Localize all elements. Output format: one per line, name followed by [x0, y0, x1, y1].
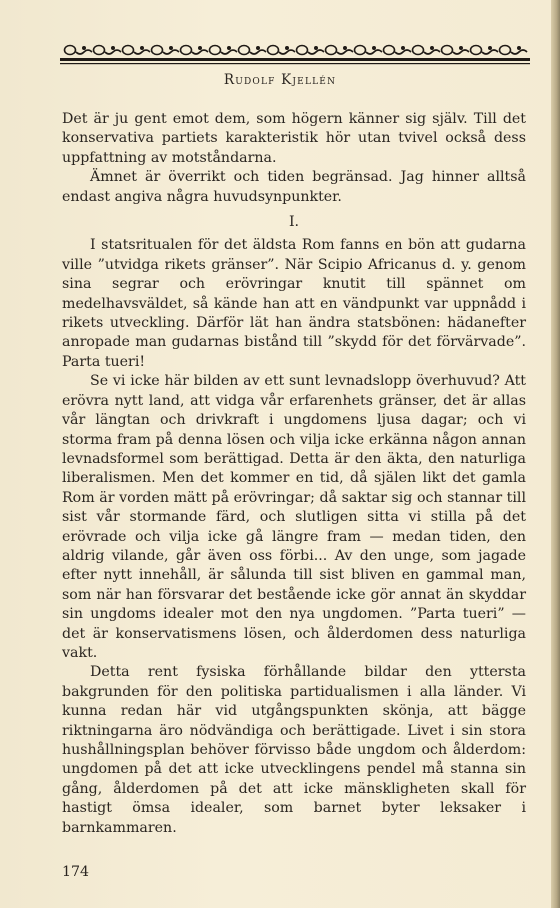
ornament-dot [402, 47, 404, 49]
ornament-wave [511, 50, 527, 54]
ornament-dot [112, 47, 114, 49]
ornament-loop [94, 46, 105, 55]
ornament-loop [500, 46, 511, 55]
ornament-dot [315, 47, 317, 49]
ornament-wave [366, 50, 382, 54]
ornament-dot [141, 47, 143, 49]
paragraph-5: Detta rent fysiska förhållande bildar den yttersta bakgrunden för den politiska partidualismen i alla länder. Vi kunna redan här vid utgångspunkten skönja, att bägge riktningarna äro nödvändiga och berättigade. Livet i sin stora hushållningsplan behöver förvisso både ungdom och ålderdom: ungdomen på det att icke utvecklingens pendel må stanna sin gång, ålderdomen på det att icke mänskligheten skall för hastigt ömsa idealer, som barnet byter leksaker i barnkammaren. [62, 664, 526, 836]
ornament-wave [337, 50, 353, 54]
paragraph-2: Ämnet är överrikt och tiden begränsad. Jag hinner alltså endast angiva några huvudsynpunkter. [62, 169, 526, 205]
paragraph-4: Se vi icke här bilden av ett sunt levnadslopp överhuvud? Att erövra nytt land, att vidga vår erfarenhets gränser, det är allas vår längtan och drivkraft i ungdomens ljusa dagar; och vi storma fram på denna lösen och vilja icke erkänna någon annan levnadsformel som berättigad. Detta är den äkta, den naturliga liberalismen. Men det kommer en tid, då själen likt det gamla Rom är vorden mätt på erövringar; då saktar sig och stannar till sist vår stormande färd, och slutligen sitta vi stilla på det erövrade och vilja icke gå längre fram — medan tiden, den aldrig vilande, går även oss förbi... Av den unge, som jagade efter nytt innehåll, är sålunda till sist bliven en gammal man, som när han försvarar det bestående icke gör annat än skyddar sin ungdoms idealer mot den nya ungdomen. ”Parta tueri” — det är konservatismens lösen, och ålderdomen dess naturliga vakt. [62, 373, 526, 661]
ornament-wave [221, 50, 237, 54]
ornament-loop [239, 46, 250, 55]
ornament-dot [199, 47, 201, 49]
ornament-wave [395, 50, 411, 54]
section-heading: I. [288, 214, 300, 231]
ornament-dot [489, 47, 491, 49]
running-head: Rudolf Kjellén [223, 72, 337, 88]
body-text [62, 110, 526, 838]
ornament-loop [384, 46, 395, 55]
ornament-dot [83, 47, 85, 49]
ornament-dot [460, 47, 462, 49]
ornament-wave [163, 50, 179, 54]
ornament-dot [286, 47, 288, 49]
ornament-wave [482, 50, 498, 54]
ornament-dot [373, 47, 375, 49]
ornament-dot [344, 47, 346, 49]
ornament-dot [228, 47, 230, 49]
ornament-wave [105, 50, 121, 54]
ornament-dot [518, 47, 520, 49]
ornament-loop [210, 46, 221, 55]
ornament-wave [134, 50, 150, 54]
paragraph-3: I statsritualen för det äldsta Rom fanns en bön att gudarna ville ”utvidga rikets gränser”. När Scipio Africanus d. y. genom sina segrar och erövringar knutit till spännet om medelhavsväldet, så kände han att en vändpunkt var uppnådd i rikets utveckling. Därför lät han ändra statsbönen: hädanefter anropade man gudarnas bistånd till ”skydd för det förvärvade”. Parta tueri! [62, 237, 526, 370]
ornament-loop [152, 46, 163, 55]
ornament-wave [308, 50, 324, 54]
paragraph-1: Det är ju gent emot dem, som högern känner sig själv. Till det konservativa partiets karakteristik hör utan tvivel också dess uppfattning av motståndarna. [62, 111, 526, 166]
ornament-loop [471, 46, 482, 55]
page-edge-shadow [551, 0, 560, 908]
ornament-wave [453, 50, 469, 54]
ornament-loop [268, 46, 279, 55]
ornament-loop [355, 46, 366, 55]
ornament-loop [181, 46, 192, 55]
ornament-loop [65, 46, 76, 55]
page-number: 174 [62, 864, 90, 880]
ornament-dot [431, 47, 433, 49]
ornament-loop [442, 46, 453, 55]
ornament-loop [297, 46, 308, 55]
ornament-loop [413, 46, 424, 55]
decorative-ornament-band [60, 40, 530, 66]
ornament-dot [170, 47, 172, 49]
ornament-wave [76, 50, 92, 54]
ornament-dot [257, 47, 259, 49]
ornament-wave [424, 50, 440, 54]
ornament-wave [279, 50, 295, 54]
ornament-wave [250, 50, 266, 54]
ornament-loop [123, 46, 134, 55]
ornament-loop [326, 46, 337, 55]
ornament-wave [192, 50, 208, 54]
